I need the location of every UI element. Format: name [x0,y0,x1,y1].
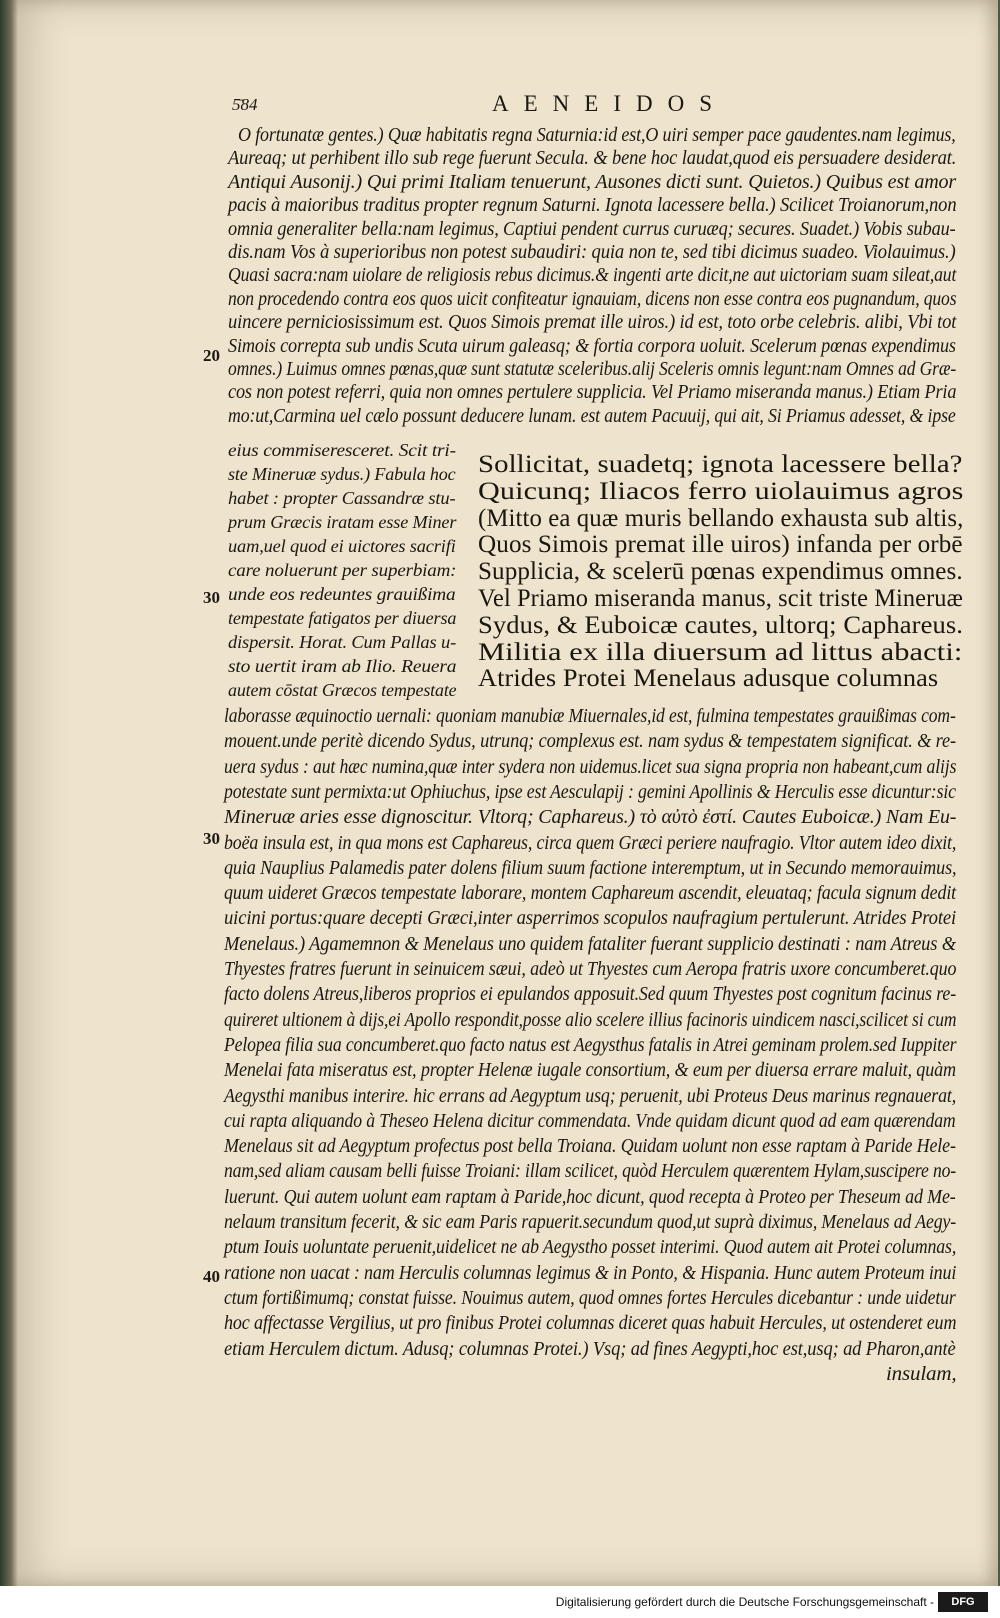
commentary-line: laborasse æquinoctio uernali: quoniam manubiæ Miuernales,id est, fulmina tempestates grauißimas com- [224,706,956,727]
commentary-line: Aegysthi manibus interire. hic errans ad Aegyptum usq; peruenit, ubi Proteus Deus marinus regnauerat, [224,1085,957,1107]
verse-line: Atrides Protei Menelaus adusque columnas [478,665,939,693]
running-title: AENEIDOS [492,91,727,116]
commentary-side-line: prum Græcis iratam esse Miner [228,512,457,532]
verse-line: Militia ex illa diuersum ad littus abacti: [478,638,963,666]
commentary-line: ctum fortißimumq; constat fuisse. Nouimus autem, quod omnes fortes Hercules dicebantur : unde uidetur [224,1287,956,1309]
verse-line: Sydus, & Euboicæ cautes, ultorq; Caphareus. [478,611,964,639]
commentary-line: Antiqui Ausonij.) Qui primi Italiam tenuerunt, Ausones dicti sunt. Quietos.) Quibus est amor [228,171,957,193]
commentary-side-line: autem cōstat Græcos tempestate [228,680,457,700]
commentary-line: Menelaus.) Agamemnon & Menelaus uno quidem fataliter fuerant supplicio destinati : nam Atreus & [224,933,956,955]
commentary-line: dis.nam Vos à superioribus non potest subaudiri: quia non te, sed tibi dicimus suadeo. Violauimus.) [228,242,956,263]
commentary-line: quireret ultionem à dijs,ei Apollo respondit,posse alio scelere illius facinoris uindicem nasci,scilicet si cum [224,1009,957,1031]
commentary-line: quia Nauplius Palamedis pater dolens filium suum factione interemptum, ut in Secundo memorauimus, [224,857,957,879]
commentary-line: uicini portus:quare decepti Græci,inter asperrimos scopulos naufragium pertulerunt. Atrides Protei [224,908,957,930]
commentary-line: Quasi sacra:nam uiolare de religiosis rebus dicimus.& ingenti arte dicit,ne aut uictoriam suam sileat,aut [228,265,957,287]
commentary-line: omnes.) Luimus omnes pœnas,quæ sunt statutæ sceleribus.alij Sceleris omnis legunt:nam Omnes ad Græ- [228,359,957,380]
commentary-line: Menelaus sit ad Aegyptum profectus post bella Troiana. Quidam uolunt non esse raptam à Paride Hele- [224,1136,956,1158]
commentary-line: cos non potest referri, quia non omnes pertulere supplicia. Vel Priamo miseranda manus.) Etiam Pria [228,382,957,404]
commentary-line: hoc affectasse Vergilius, ut pro finibus Protei columnas diceret quas habuit Hercules, ut ostenderet eum [224,1313,957,1335]
page-gutter-shadow [0,0,18,1586]
commentary-line: Thyestes fratres fuerunt in seinuicem sæui, adeò ut Thyestes cum Aeropa fratris uxore concumberet.quo [224,959,957,980]
page-number: 5̄84 [232,95,258,114]
line-number: 30 [203,829,220,848]
line-number: 20 [203,346,220,365]
commentary-side-line: care noluerunt per superbiam: [228,560,457,580]
commentary-line: uera sydus : aut hæc numina,quæ inter sydera non uidemus.licet sua signa propria non habeant,cum alijs [224,756,957,778]
commentary-line: Menelai fata miseratus est, propter Helenæ iugale consortium, & eum per diuersa errare maluit, quàm [224,1060,957,1082]
commentary-line: omnia generaliter bella:nam legimus, Captiui pendent currus curuæq; secures. Suadet.) Vobis subau- [228,218,956,240]
commentary-line: quum uideret Græcos tempestate laborare, montem Caphareum ascendit, eleuataq; facula signum dedit [224,883,957,905]
commentary-line: insulam, [886,1363,957,1385]
footer-credit: Digitalisierung gefördert durch die Deutsche Forschungsgemeinschaft - [555,1595,934,1609]
commentary-side-line: habet : propter Cassandræ stu- [228,488,456,508]
commentary-line: Simois correpta sub undis Scuta uirum galeasq; & fortia corpora uoluit. Scelerum pœnas expendimus [228,335,956,357]
commentary-side-line: eius commiseresceret. Scit tri- [228,440,456,460]
commentary-line: ptum Iouis uoluntate peruenit,uidelicet ne ab Aegystho posset interimi. Quod autem ait Protei columnas, [224,1237,957,1259]
commentary-side-line: dispersit. Horat. Cum Pallas u- [228,632,457,652]
line-number: 40 [203,1267,220,1286]
commentary-line: mouent.unde peritè dicendo Sydus, utrunq; complexus est. nam sydus & tempestatem significat. & re- [224,731,956,753]
commentary-side-line: sto uertit iram ab Ilio. Reuera [228,656,457,676]
verse-line: Supplicia, & scelerū pœnas expendimus omnes. [478,558,963,586]
commentary-line: etiam Herculem dictum. Adusq; columnas Protei.) Vsq; ad fines Aegypti,hoc est,usq; ad Pharon,antè [224,1338,956,1360]
commentary-line: cui rapta aliquando à Theseo Helena dicitur commendata. Vnde quidam dicunt quod ad eam quærendam [224,1110,956,1132]
digitization-footer [0,1586,1000,1618]
commentary-line: uincere perniciosissimum est. Quos Simois premat ille uiros.) id est, toto orbe celebris. alibi, Vbi tot [228,312,957,334]
commentary-side-line: tempestate fatigatos per diuersa [228,608,457,628]
verse-line: Quos Simois premat ille uiros) infanda per orbē [478,531,963,559]
verse-line: Vel Priamo miseranda manus, scit triste Mineruæ [478,585,963,612]
commentary-line: nam,sed aliam causam belli fuisse Troiani: illam scilicet, quòd Herculem quærentem Hylam,suscipere no- [224,1161,956,1183]
commentary-line: Pelopea filia sua concumberet.quo facto natus est Aegysthus fatalis in Atrei geminam prolem.sed Iuppiter [224,1034,957,1056]
commentary-line: non procedendo contra eos quos uicit confiteatur ignauiam, dicens non esse contra eos pugnandum, quos [228,288,957,310]
commentary-side-line: unde eos redeuntes grauißima [228,584,456,604]
commentary-line: ratione non uacat : nam Herculis columnas legimus & in Ponto, & Hispania. Hunc autem Proteum inui [224,1262,957,1284]
commentary-line: mo:ut,Carmina uel cælo possunt deducere lunam. est autem Pacuuij, qui ait, Si Priamus adesset, & ipse [228,405,956,427]
commentary-line: potestate sunt permixta:ut Ophiuchus, ipse est Aesculapij : gemini Apollinis & Herculis esse dicuntur:sic [224,781,956,803]
commentary-side-line: ste Mineruæ sydus.) Fabula hoc [228,464,456,484]
commentary-line: Mineruæ aries esse dignoscitur. Vltorq; Caphareus.) τὸ αὐτὸ ἐστί. Cautes Euboicæ.) Nam Eu- [224,807,957,829]
commentary-line: pacis à maioribus traditus propter regnum Saturni. Ignota lacessere bella.) Scilicet Troianorum,non [228,195,957,217]
commentary-line: O fortunatæ gentes.) Quæ habitatis regna Saturnia:id est,O uiri semper pace gaudentes.nam legimus, [238,125,956,146]
commentary-line: facto dolens Atreus,liberos proprios ei epulandos apposuit.Sed quum Thyestes post cognitum facinus re- [224,984,957,1006]
commentary-line: luerunt. Qui autem uolunt eam raptam à Paride,hoc dicunt, quod recepta à Proteo per Theseum ad Me- [224,1186,956,1208]
verse-line: Quicunq; Iliacos ferro uiolauimus agros [478,477,964,505]
commentary-line: Aureaq; ut perhibent illo sub rege fuerunt Secula. & bene hoc laudat,quod eis persuadere desiderat. [228,148,957,170]
verse-line: (Mitto ea quæ muris bellando exhausta sub altis, [478,504,964,532]
commentary-line: boëa insula est, in qua mons est Caphareus, circa quem Græci periere naufragio. Vltor autem ideo dixit, [224,832,957,854]
commentary-line: nelaum transitum fecerit, & sic eam Paris rapuerit.secundum quod,ut suprà diximus, Menelaus ad Aegy- [224,1212,957,1233]
commentary-side-line: uam,uel quod ei uictores sacrifi [228,536,456,556]
verse-line: Sollicitat, suadetq; ignota lacessere bella? [478,451,963,478]
line-number: 30 [203,588,220,607]
dfg-logo: DFG [938,1592,988,1612]
